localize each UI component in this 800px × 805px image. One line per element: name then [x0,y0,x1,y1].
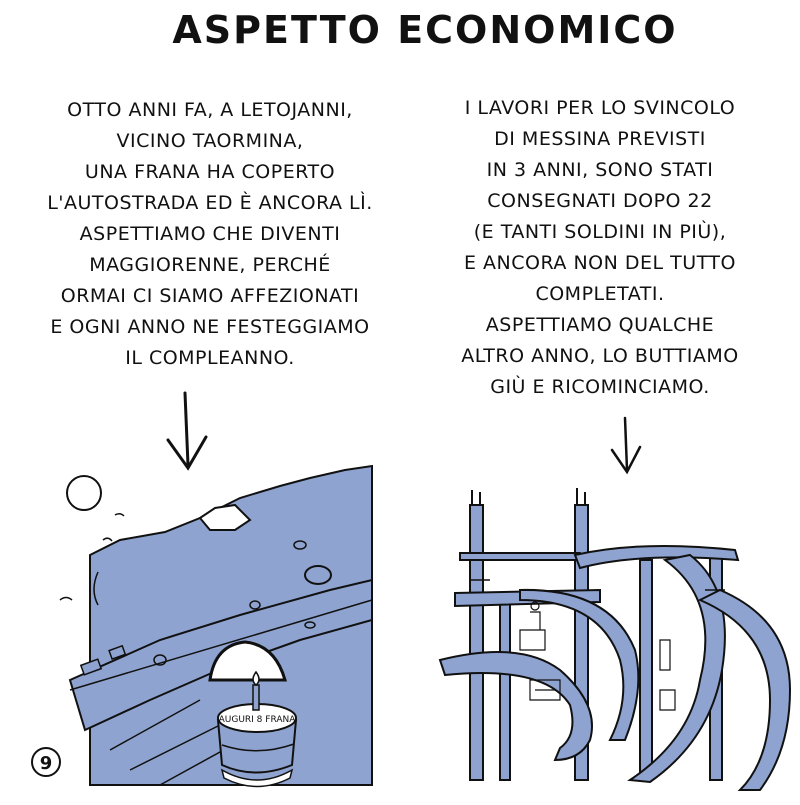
highway-interchange [440,488,790,790]
right-text-line: I LAVORI PER LO SVINCOLO [464,97,736,119]
left-text-line: VICINO TAORMINA, [116,130,304,152]
down-arrow-icon-right [612,418,640,472]
left-text-line: OTTO ANNI FA, A LETOJANNI, [67,99,353,121]
right-text-line: IN 3 ANNI, SONO STATI [486,159,714,181]
left-text-line: L'AUTOSTRADA ED È ANCORA LÌ. [47,192,373,214]
right-text-line: DI MESSINA PREVISTI [494,128,706,150]
page-number-text: 9 [39,753,53,774]
sun-icon [67,476,101,510]
left-text-line: ASPETTIAMO CHE DIVENTI [79,223,341,245]
right-text-line: (E TANTI SOLDINI IN PIÙ), [473,221,727,243]
down-arrow-icon-left [168,393,206,468]
right-text-line: ALTRO ANNO, LO BUTTIAMO [461,345,739,367]
left-text-line: UNA FRANA HA COPERTO [84,161,336,183]
page-title: ASPETTO ECONOMICO [172,8,678,52]
left-text-line: E OGNI ANNO NE FESTEGGIAMO [50,316,370,338]
right-text-line: ASPETTIAMO QUALCHE [485,314,715,336]
right-text-line: COMPLETATI. [535,283,665,305]
cake-text: AUGURI 8 FRANA [218,715,296,725]
right-text-line: E ANCORA NON DEL TUTTO [464,252,736,274]
left-text-line: IL COMPLEANNO. [125,347,295,369]
left-text-line: ORMAI CI SIAMO AFFEZIONATI [60,285,360,307]
right-text-line: CONSEGNATI DOPO 22 [487,190,713,212]
right-text-line: GIÙ E RICOMINCIAMO. [490,376,710,398]
page-number [32,748,60,776]
left-text-line: MAGGIORENNE, PERCHÉ [89,254,331,276]
